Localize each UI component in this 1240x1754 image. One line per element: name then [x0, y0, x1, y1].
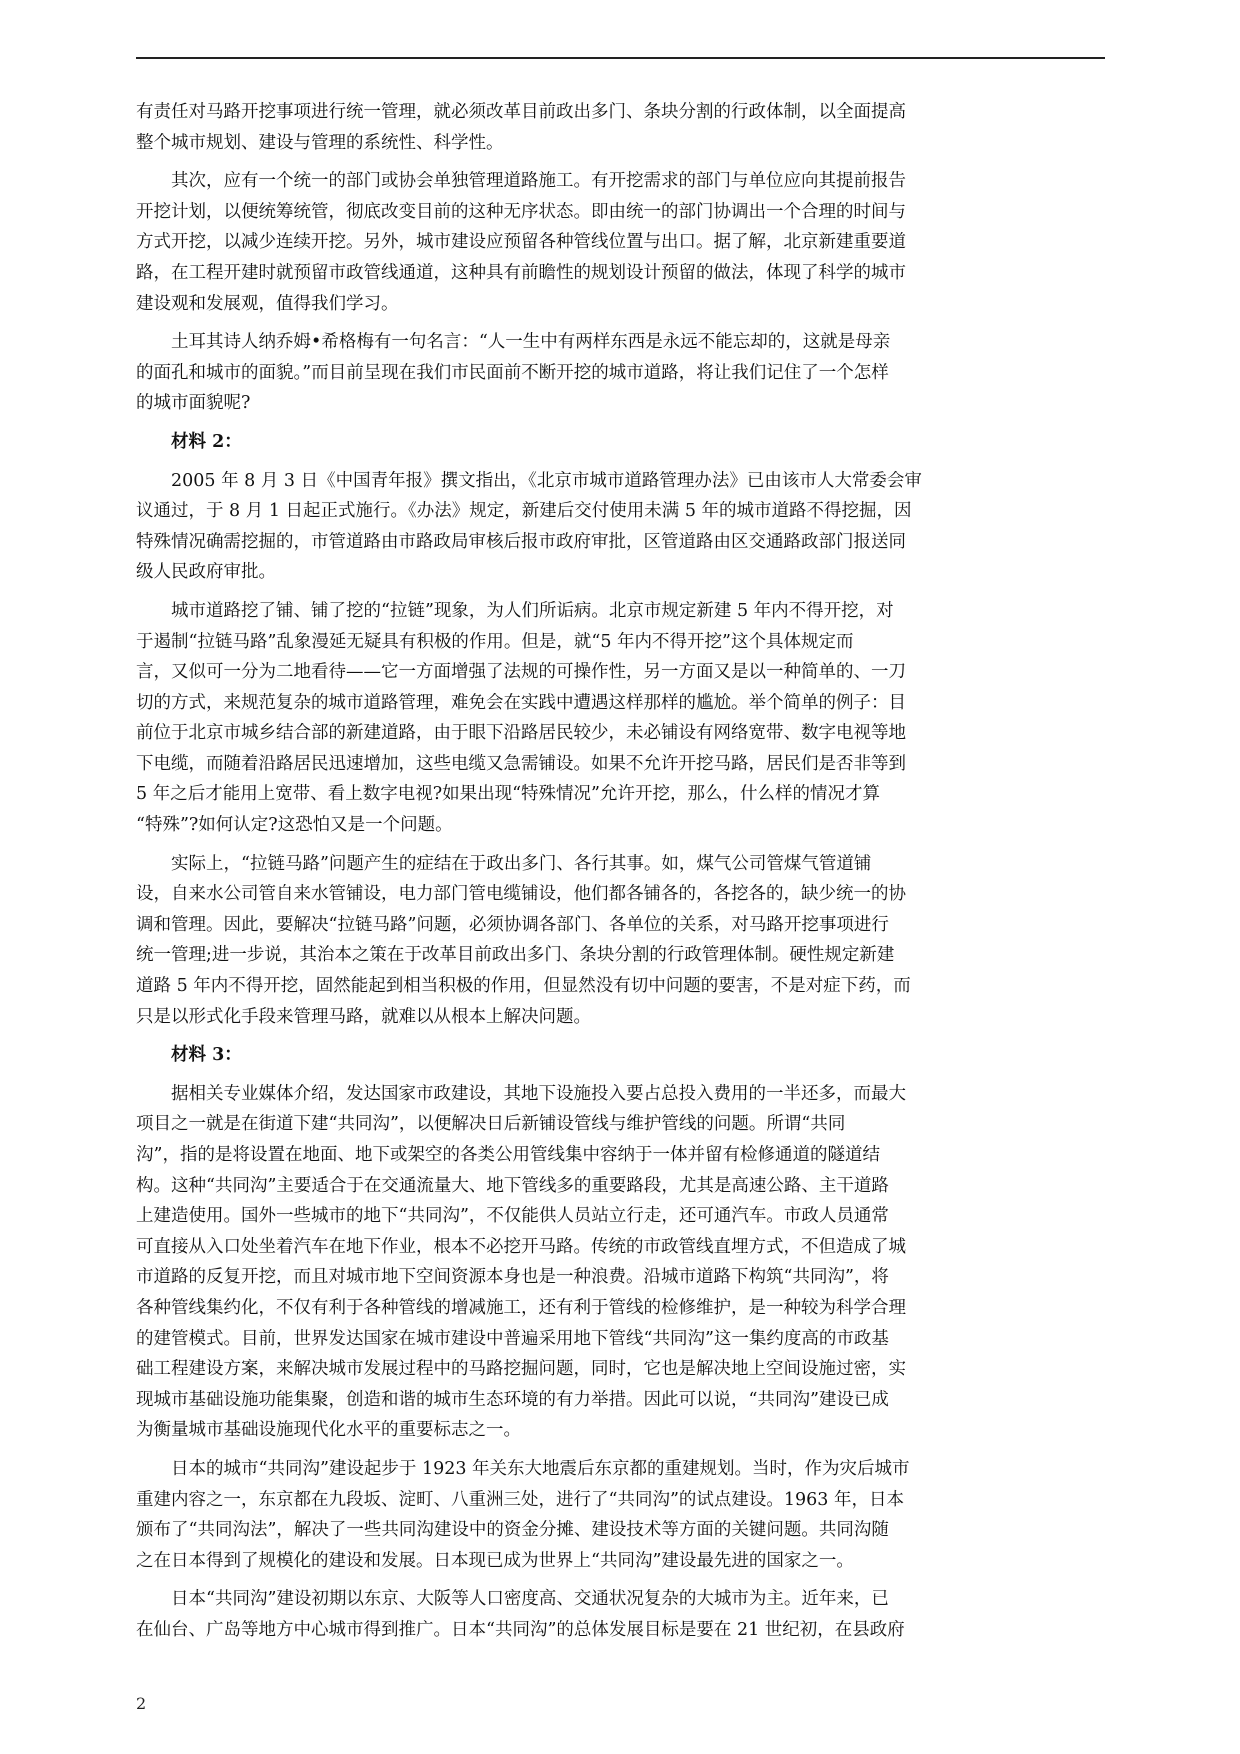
paragraph: 城市道路挖了铺、铺了挖的“拉链”现象，为人们所诟病。北京市规定新建 5 年内不得开挖，对 于遏制“拉链马路”乱象漫延无疑具有积极的作用。但是，就“5 年内不得开挖”这个具体规定而 言，又似可一分为二地看待——它一方面增强了法规的可操作性，另一方面又是以一种简单的、一刀 切的方式，来规范复杂的城市道路管理，难免会在实践中遭遇这样那样的尴尬。举个简单的例子：目 前位于北京市城乡结合部的新建道路，由于眼下沿路居民较少，未必铺设有网络宽带、数字电视等地 下电缆，而随着沿路居民迅速增加，这些电缆又急需铺设。如果不允许开挖马路，居民们是否非等到 5 年之后才能用上宽带、看上数字电视?如果出现“特殊情况”允许开挖，那么，什么样的情况才算 “特殊”?如何认定?这恐怕又是一个问题。 [136, 600, 906, 836]
paragraph: 日本“共同沟”建设初期以东京、大阪等人口密度高、交通状况复杂的大城市为主。近年来，已 在仙台、广岛等地方中心城市得到推广。日本“共同沟”的总体发展目标是要在 21 世纪初，在县政府 [136, 1589, 905, 1640]
paragraph: 实际上，“拉链马路”问题产生的症结在于政出多门、各行其事。如，煤气公司管煤气管道铺 设，自来水公司管自来水管铺设，电力部门管电缆铺设，他们都各铺各的，各挖各的，缺少统一的协 调和管理。因此，要解决“拉链马路”问题，必须协调各部门、各单位的关系，对马路开挖事项进行 统一管理;进一步说，其治本之策在于改革目前政出多门、条块分割的行政管理体制。硬性规定新建 道路 5 年内不得开挖，固然能起到相当积极的作用，但显然没有切中问题的要害，不是对症下药，而 只是以形式化手段来管理马路，就难以从根本上解决问题。 [136, 853, 911, 1027]
document-body [136, 97, 1105, 1654]
paragraph: 日本的城市“共同沟”建设起步于 1923 年关东大地震后东京都的重建规划。当时，作为灾后城市 重建内容之一，东京都在九段坂、淀町、八重洲三处，进行了“共同沟”的试点建设。1963 年，日本 颁布了“共同沟法”，解决了一些共同沟建设中的资金分摊、建设技术等方面的关键问题。共同沟随 之在日本得到了规模化的建设和发展。日本现已成为世界上“共同沟”建设最先进的国家之一。 [136, 1458, 910, 1571]
header-rule [136, 57, 1105, 59]
section-heading-material-2: 材料 2： [171, 431, 242, 452]
page-number: 2 [136, 1694, 147, 1713]
paragraph: 土耳其诗人纳乔姆•希格梅有一句名言：“人一生中有两样东西是永远不能忘却的，这就是母亲 的面孔和城市的面貌。”而目前呈现在我们市民面前不断开挖的城市道路，将让我们记住了一个怎样 的城市面貌呢? [136, 332, 891, 414]
paragraph: 据相关专业媒体介绍，发达国家市政建设，其地下设施投入要占总投入费用的一半还多，而最大 项目之一就是在街道下建“共同沟”，以便解决日后新铺设管线与维护管线的问题。所谓“共同 沟”，指的是将设置在地面、地下或架空的各类公用管线集中容纳于一体并留有检修通道的隧道结 构。这种“共同沟”主要适合于在交通流量大、地下管线多的重要路段，尤其是高速公路、主干道路 上建造使用。国外一些城市的地下“共同沟”，不仅能供人员站立行走，还可通汽车。市政人员通常 可直接从入口处坐着汽车在地下作业，根本不必挖开马路。传统的市政管线直埋方式，不但造成了城 市道路的反复开挖，而且对城市地下空间资源本身也是一种浪费。沿城市道路下构筑“共同沟”，将 各种管线集约化，不仅有利于各种管线的增减施工，还有利于管线的检修维护，是一种较为科学合理 的建管模式。目前，世界发达国家在城市建设中普遍采用地下管线“共同沟”这一集约度高的市政基 础工程建设方案，来解决城市发展过程中的马路挖掘问题，同时，它也是解决地上空间设施过密，实 现城市基础设施功能集聚，创造和谐的城市生态环境的有力举措。因此可以说，“共同沟”建设已成 为衡量城市基础设施现代化水平的重要标志之一。 [136, 1083, 906, 1441]
section-heading-material-3: 材料 3： [171, 1045, 242, 1066]
paragraph: 其次，应有一个统一的部门或协会单独管理道路施工。有开挖需求的部门与单位应向其提前报告 开挖计划，以便统筹统管，彻底改变目前的这种无序状态。即由统一的部门协调出一个合理的时间与 方式开挖，以减少连续开挖。另外，城市建设应预留各种管线位置与出口。据了解，北京新建重要道 路，在工程开建时就预留市政管线通道，这种具有前瞻性的规划设计预留的做法，体现了科学的城市 建设观和发展观，值得我们学习。 [136, 171, 906, 314]
paragraph-continued: 有责任对马路开挖事项进行统一管理，就必须改革目前政出多门、条块分割的行政体制，以全面提高 整个城市规划、建设与管理的系统性、科学性。 [136, 102, 906, 153]
paragraph: 2005 年 8 月 3 日《中国青年报》撰文指出，《北京市城市道路管理办法》已由该市人大常委会审 议通过，于 8 月 1 日起正式施行。《办法》规定，新建后交付使用未满 5 年的城市道路不得挖掘，因 特殊情况确需挖掘的，市管道路由市路政局审核后报市政府审批，区管道路由区交通路政部门报送同 级人民政府审批。 [136, 470, 922, 583]
